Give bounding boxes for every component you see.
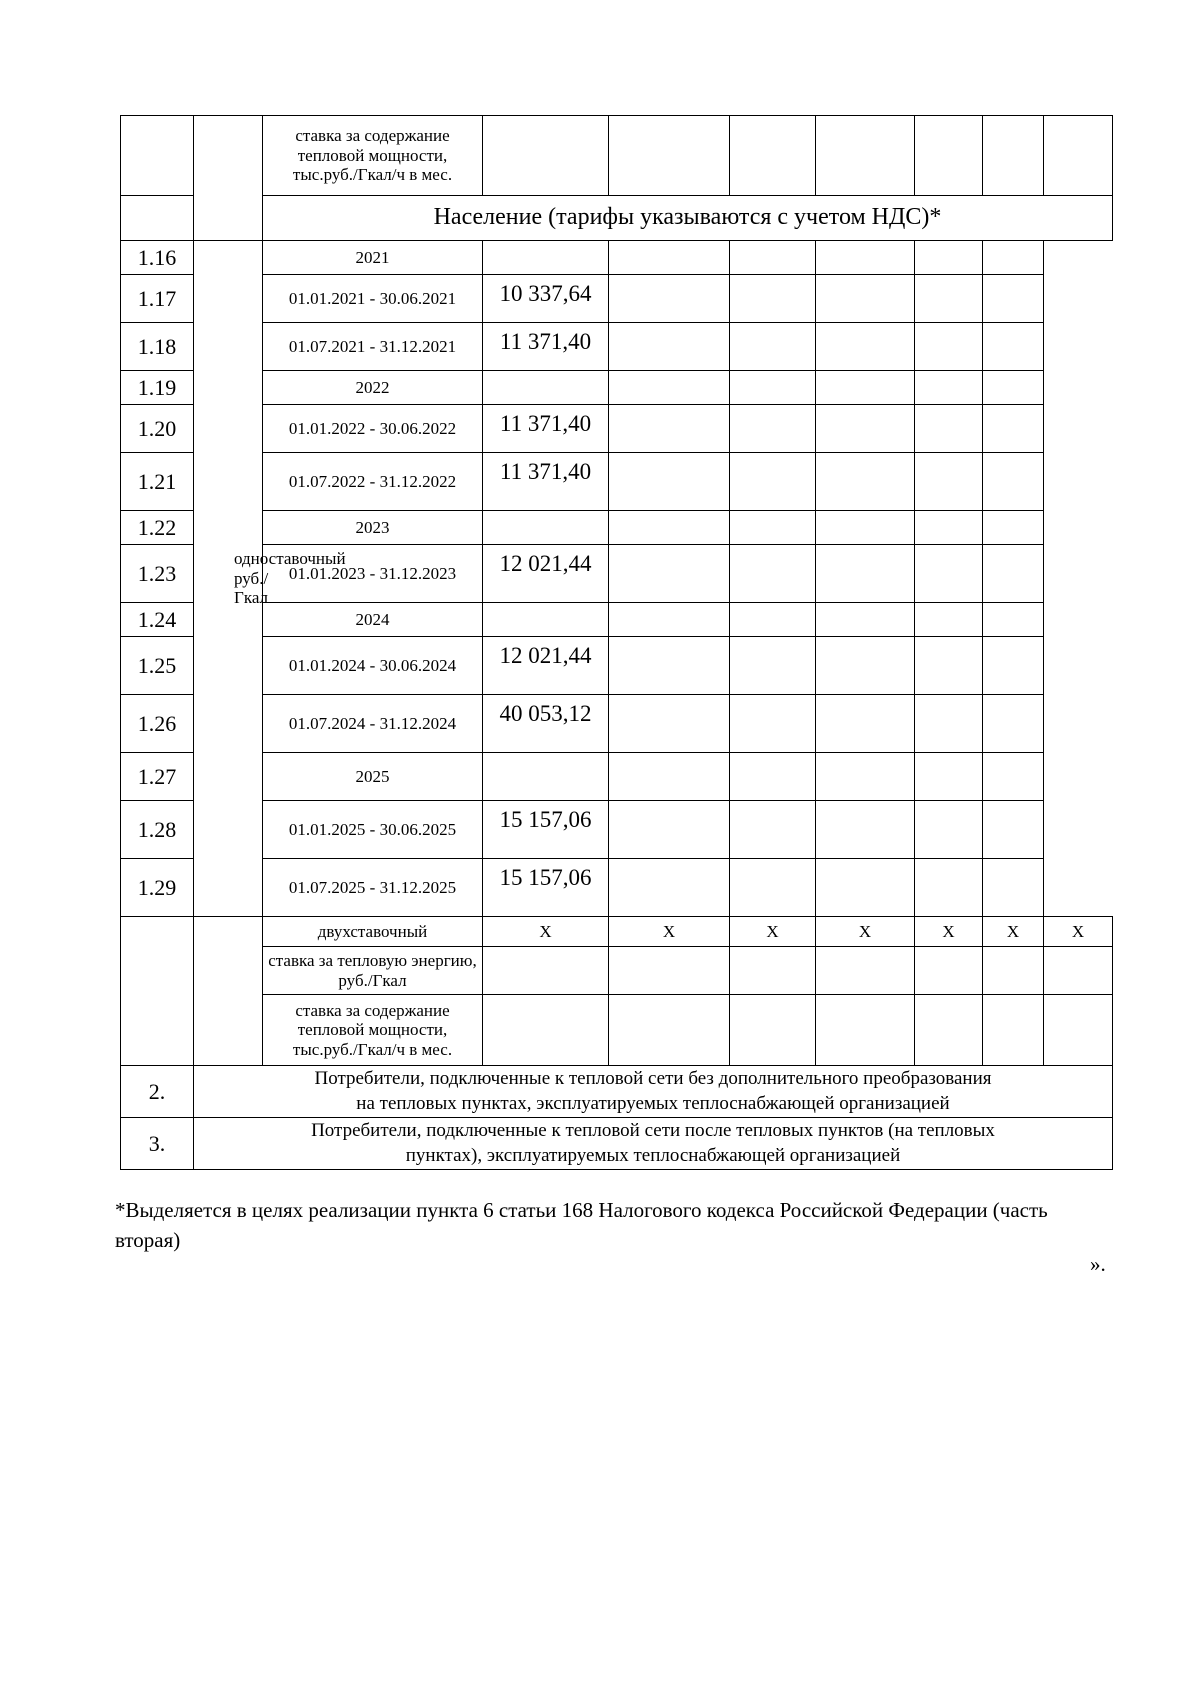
empty-cell xyxy=(915,405,983,453)
table-row xyxy=(121,371,1113,405)
tariff-value xyxy=(483,241,609,275)
empty-cell xyxy=(816,275,915,323)
empty-cell xyxy=(983,603,1044,637)
table-row xyxy=(121,603,1113,637)
empty-cell xyxy=(983,241,1044,275)
tariff-value: 15 157,06 xyxy=(483,859,609,917)
period-cell: 01.07.2025 - 31.12.2025 xyxy=(263,859,483,917)
empty-cell xyxy=(609,371,730,405)
empty-cell xyxy=(609,323,730,371)
section-3-text xyxy=(194,1118,1113,1170)
period-cell: 01.01.2023 - 31.12.2023 xyxy=(263,545,483,603)
empty-cell xyxy=(609,637,730,695)
table-row xyxy=(121,859,1113,917)
tariff-value: 11 371,40 xyxy=(483,453,609,511)
period-cell: 01.01.2022 - 30.06.2022 xyxy=(263,405,483,453)
two-rate-mark: X xyxy=(1044,917,1113,947)
empty-cell xyxy=(609,859,730,917)
tariff-value xyxy=(483,753,609,801)
tariff-value: 10 337,64 xyxy=(483,275,609,323)
rate-maintenance-label: ставка за содержание тепловой мощности, тыс.руб./Гкал/ч в мес. xyxy=(263,116,483,196)
row-number: 1.28 xyxy=(121,801,194,859)
section-number: 2. xyxy=(121,1066,194,1118)
two-rate-mark: X xyxy=(730,917,816,947)
empty-cell xyxy=(816,753,915,801)
table-row xyxy=(121,405,1113,453)
empty-cell xyxy=(983,637,1044,695)
period-cell: 01.07.2022 - 31.12.2022 xyxy=(263,453,483,511)
empty-cell xyxy=(730,801,816,859)
table-row xyxy=(121,511,1113,545)
empty-cell xyxy=(983,405,1044,453)
period-cell: 2025 xyxy=(263,753,483,801)
empty-cell xyxy=(609,801,730,859)
empty-cell xyxy=(983,753,1044,801)
section-number: 3. xyxy=(121,1118,194,1170)
empty-cell xyxy=(730,405,816,453)
period-cell: 2022 xyxy=(263,371,483,405)
empty-cell xyxy=(730,275,816,323)
empty-cell xyxy=(609,241,730,275)
empty-cell xyxy=(730,603,816,637)
energy-rate-label: ставка за тепловую энергию, руб./Гкал xyxy=(263,947,483,995)
table-row xyxy=(121,116,1113,196)
row-number: 1.23 xyxy=(121,545,194,603)
two-rate-mark: X xyxy=(609,917,730,947)
tariff-value: 11 371,40 xyxy=(483,323,609,371)
row-number: 1.21 xyxy=(121,453,194,511)
row-number: 1.26 xyxy=(121,695,194,753)
empty-cell xyxy=(915,371,983,405)
empty-cell xyxy=(816,545,915,603)
two-rate-mark: X xyxy=(983,917,1044,947)
empty-cell xyxy=(983,695,1044,753)
empty-cell xyxy=(915,695,983,753)
empty-cell xyxy=(730,545,816,603)
table-row xyxy=(121,1118,1113,1170)
period-cell: 2021 xyxy=(263,241,483,275)
row-number: 1.18 xyxy=(121,323,194,371)
empty-cell xyxy=(915,859,983,917)
period-cell: 01.01.2021 - 30.06.2021 xyxy=(263,275,483,323)
empty-cell xyxy=(816,323,915,371)
empty-cell xyxy=(983,511,1044,545)
period-cell: 01.01.2025 - 30.06.2025 xyxy=(263,801,483,859)
table-row xyxy=(121,695,1113,753)
table-row xyxy=(121,275,1113,323)
empty-cell xyxy=(609,275,730,323)
row-number: 1.29 xyxy=(121,859,194,917)
empty-cell xyxy=(983,801,1044,859)
empty-cell xyxy=(915,637,983,695)
empty-cell xyxy=(730,371,816,405)
empty-cell xyxy=(730,695,816,753)
table-row xyxy=(121,323,1113,371)
empty-cell xyxy=(816,453,915,511)
empty-cell xyxy=(730,637,816,695)
empty-cell xyxy=(915,453,983,511)
empty-cell xyxy=(915,511,983,545)
table-row xyxy=(121,453,1113,511)
tariff-value: 11 371,40 xyxy=(483,405,609,453)
empty-cell xyxy=(816,241,915,275)
period-cell: 2024 xyxy=(263,603,483,637)
empty-cell xyxy=(730,241,816,275)
empty-cell xyxy=(609,511,730,545)
empty-cell xyxy=(609,405,730,453)
tariff-value xyxy=(483,603,609,637)
section-2-line: Потребители, подключенные к тепловой сети без дополнительного преобразования xyxy=(314,1067,992,1089)
empty-cell xyxy=(983,371,1044,405)
empty-cell xyxy=(609,753,730,801)
empty-cell xyxy=(983,859,1044,917)
footnote: *Выделяется в целях реализации пункта 6 статьи 168 Налогового кодекса Российской Федерации (часть вторая) xyxy=(115,1198,1048,1253)
empty-cell xyxy=(915,545,983,603)
empty-cell xyxy=(816,637,915,695)
table-row xyxy=(121,947,1113,995)
tariff-value: 40 053,12 xyxy=(483,695,609,753)
empty-cell xyxy=(816,859,915,917)
merged-empty-cell xyxy=(194,116,263,241)
maintenance-rate-label: ставка за содержание тепловой мощности, тыс.руб./Гкал/ч в мес. xyxy=(263,995,483,1066)
tariff-value: 12 021,44 xyxy=(483,637,609,695)
section-3-line: пунктах), эксплуатируемых теплоснабжающей организацией xyxy=(405,1144,901,1166)
period-cell: 01.07.2021 - 31.12.2021 xyxy=(263,323,483,371)
two-rate-mark: X xyxy=(915,917,983,947)
empty-cell xyxy=(816,405,915,453)
table-row xyxy=(121,753,1113,801)
empty-cell xyxy=(730,323,816,371)
row-number: 1.19 xyxy=(121,371,194,405)
empty-cell xyxy=(983,545,1044,603)
empty-cell xyxy=(816,371,915,405)
table-row xyxy=(121,196,1113,241)
table-row xyxy=(121,241,1113,275)
empty-cell xyxy=(983,275,1044,323)
empty-cell xyxy=(915,801,983,859)
empty-cell xyxy=(730,859,816,917)
empty-cell xyxy=(915,753,983,801)
row-number: 1.24 xyxy=(121,603,194,637)
empty-cell xyxy=(730,753,816,801)
table-row xyxy=(121,1066,1113,1118)
row-number: 1.22 xyxy=(121,511,194,545)
empty-cell xyxy=(816,801,915,859)
row-number: 1.25 xyxy=(121,637,194,695)
section-3-line: Потребители, подключенные к тепловой сети после тепловых пунктов (на тепловых xyxy=(311,1119,995,1141)
tariff-value xyxy=(483,371,609,405)
period-cell: 2023 xyxy=(263,511,483,545)
empty-cell xyxy=(915,241,983,275)
tariff-value xyxy=(483,511,609,545)
empty-cell xyxy=(609,695,730,753)
tariff-table xyxy=(120,115,1113,1170)
row-number: 1.16 xyxy=(121,241,194,275)
period-cell: 01.01.2024 - 30.06.2024 xyxy=(263,637,483,695)
row-number: 1.20 xyxy=(121,405,194,453)
population-header: Население (тарифы указываются с учетом НДС)* xyxy=(263,196,1113,241)
table-row xyxy=(121,995,1113,1066)
section-2-line: на тепловых пунктах, эксплуатируемых теплоснабжающей организацией xyxy=(356,1092,950,1114)
empty-cell xyxy=(816,603,915,637)
period-cell: 01.07.2024 - 31.12.2024 xyxy=(263,695,483,753)
empty-cell xyxy=(816,511,915,545)
closing-quote: ». xyxy=(1090,1252,1106,1276)
row-number: 1.27 xyxy=(121,753,194,801)
tariff-value: 15 157,06 xyxy=(483,801,609,859)
empty-cell xyxy=(730,511,816,545)
empty-cell xyxy=(609,545,730,603)
table-row xyxy=(121,917,1113,947)
empty-cell xyxy=(609,603,730,637)
table-row xyxy=(121,637,1113,695)
two-rate-mark: X xyxy=(816,917,915,947)
empty-cell xyxy=(915,275,983,323)
section-2-text xyxy=(194,1066,1113,1118)
empty-cell xyxy=(915,323,983,371)
empty-cell xyxy=(983,453,1044,511)
two-rate-mark: X xyxy=(483,917,609,947)
empty-cell xyxy=(609,453,730,511)
table-row xyxy=(121,801,1113,859)
empty-cell xyxy=(730,453,816,511)
two-rate-label: двухставочный xyxy=(263,917,483,947)
empty-cell xyxy=(983,323,1044,371)
empty-cell xyxy=(816,695,915,753)
empty-cell xyxy=(915,603,983,637)
single-rate-label: одноставочный руб./Гкал xyxy=(194,241,263,917)
row-number: 1.17 xyxy=(121,275,194,323)
tariff-value: 12 021,44 xyxy=(483,545,609,603)
